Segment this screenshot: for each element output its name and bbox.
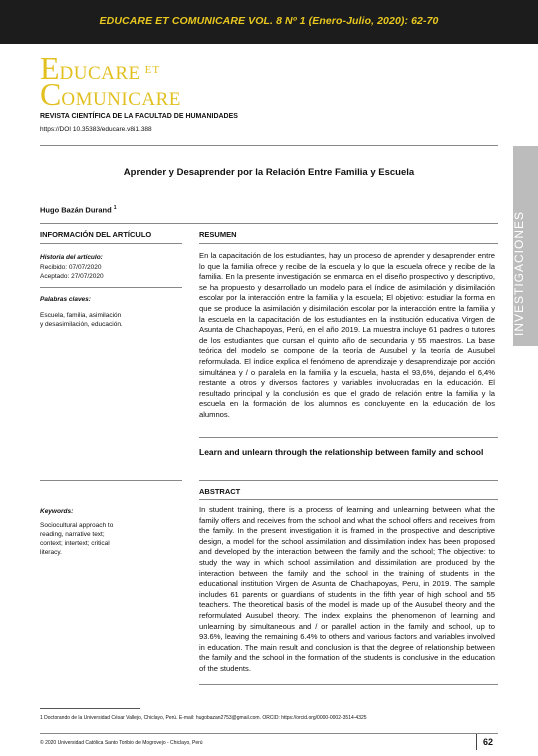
history-label: Historia del artículo: xyxy=(40,254,103,261)
abstract-heading: ABSTRACT xyxy=(199,487,241,496)
english-title: Learn and unlearn through the relationship between family and school xyxy=(199,447,484,457)
author-name: Hugo Bazán Durand $^1$ xyxy=(40,205,117,215)
history-divider xyxy=(40,287,182,288)
en-keywords-label: Keywords: xyxy=(40,508,74,515)
en-keywords-line-1: Sociocultural approach to xyxy=(40,522,114,529)
running-title: EDUCARE ET COMUNICARE VOL. 8 Nº 1 (Enero-Julio, 2020): 62-70 xyxy=(99,15,439,27)
en-keywords-line-3: context; intertext; critical xyxy=(40,540,110,547)
author-footnote: 1 Doctorando de la Universidad César Vallejo, Chiclayo, Perú. E-mail: hugobazan2753@gmail.com. ORCID: https://orcid.org/0000-0002-3514-4325 xyxy=(40,715,367,721)
en-title-divider xyxy=(199,480,498,481)
logo-line-comunicare: COMUNICARE xyxy=(40,76,181,112)
author-divider xyxy=(40,223,498,224)
keywords-line-2: y desasimilación, educación. xyxy=(40,321,123,328)
accepted-date: Aceptado: 27/07/2020 xyxy=(40,273,104,280)
section-tab-label: INVESTIGACIONES xyxy=(512,210,526,336)
resumen-text: En la capacitación de los estudiantes, hay un proceso de aprender y desaprender entre lo que la familia ofrece y recibe de la escuela y lo que la escuela ofrece y recibe de la familia. En la presente investigación se enmarca en el diseño prospectivo y descriptivo, se ha propuesto y desarrollado un modelo para el índice de asimilación y disimilación escolar por la interacción entre la familia y la escuela; El objetivo: estudiar la forma en que se produce la asimilación y disimilación escolar por la interacción entre la familia y la escuela en la capacitación de los estudiantes en la institución educativa Virgen de Asunta de Chachapoyas, Perú, en el año 2019. La muestra incluye 61 padres o tutores de los estudiantes que cursan el quinto año de secundaria y 55 maestros. La base teórica del modelo se compone de la teoría de Ausubel y la teoría de Ausubel reformulada. El índice explica el fenómeno de aprendizaje y desaprendizaje por acción simultánea y / o paralela en la familia y la escuela, hasta el 93,6%, dejando el 6,4% restante a otros y diversos factores y variables involucradas en la educación. El resultado principal y la conclusión es que el grado de relación entre la familia y la escuela en la formación de los alumnos es concluyente en la educación de los alumnos. xyxy=(199,251,495,419)
keywords-label: Palabras claves: xyxy=(40,296,91,303)
resumen-divider xyxy=(199,243,498,244)
en-keywords-line-2: reading, narrative text; xyxy=(40,531,105,538)
abstract-text: In student training, there is a process of learning and unlearning between what the family offers and receives from the school and what the school offers and receives from the family. In the present investigation it is framed in the prospective and descriptive design, a model for the school assimilation and dissimilation index has been proposed and developed by the interaction between the family and the school; The objective: to study the way in which school assimilation and dissimilation are produced by the interaction between the family and the school in the training of students in the educational institution Virgen de Asunta de Chachapoyas, Peru, in 2019. The sample includes 61 parents or guardians of students in the fifth year of high school and 55 teachers. The theoretical basis of the model is made up of the Ausubel theory and the reformulated Ausubel theory. The index explains the phenomenon of learning and unlearning by simultaneous and / or parallel action in the family and school, up to 93.6%, leaving the remaining 6.4% to others and various factors and variables involved in education. The main result and conclusion is that the degree of relationship between the family and the school in the formation of the students is conclusive in the education of the students. xyxy=(199,505,495,673)
en-keywords-line-4: literacy. xyxy=(40,549,62,556)
logo-line-educare: EDUCARE $^{ET}$ xyxy=(40,50,161,86)
journal-header-bar xyxy=(0,0,538,44)
article-title: Aprender y Desaprender por la Relación Entre Familia y Escuela xyxy=(123,167,415,178)
received-date: Recibido: 07/07/2020 xyxy=(40,264,102,271)
keywords-line-1: Escuela, familia, asimilación xyxy=(40,312,122,319)
page-number: 62 xyxy=(483,737,494,747)
abstract-divider xyxy=(199,499,498,500)
abstract-end-divider xyxy=(199,684,498,685)
info-divider xyxy=(40,243,182,244)
header-divider xyxy=(40,145,498,146)
footer-divider xyxy=(40,733,498,734)
journal-subtitle: REVISTA CIENTÍFICA DE LA FACULTAD DE HUMANIDADES xyxy=(40,113,238,120)
copyright-notice: © 2020 Universidad Católica Santo Toribio de Mogrovejo - Chiclayo, Perú xyxy=(40,740,203,746)
doi-link[interactable]: https://DOI 10.35383/educare.v8i1.388 xyxy=(40,126,152,133)
resumen-heading: RESUMEN xyxy=(199,230,237,239)
info-heading: INFORMACIÓN DEL ARTÍCULO xyxy=(40,230,152,239)
page-number-separator xyxy=(476,734,477,750)
resumen-end-divider xyxy=(199,437,498,438)
footnote-rule xyxy=(40,708,140,709)
en-info-divider xyxy=(40,480,182,481)
